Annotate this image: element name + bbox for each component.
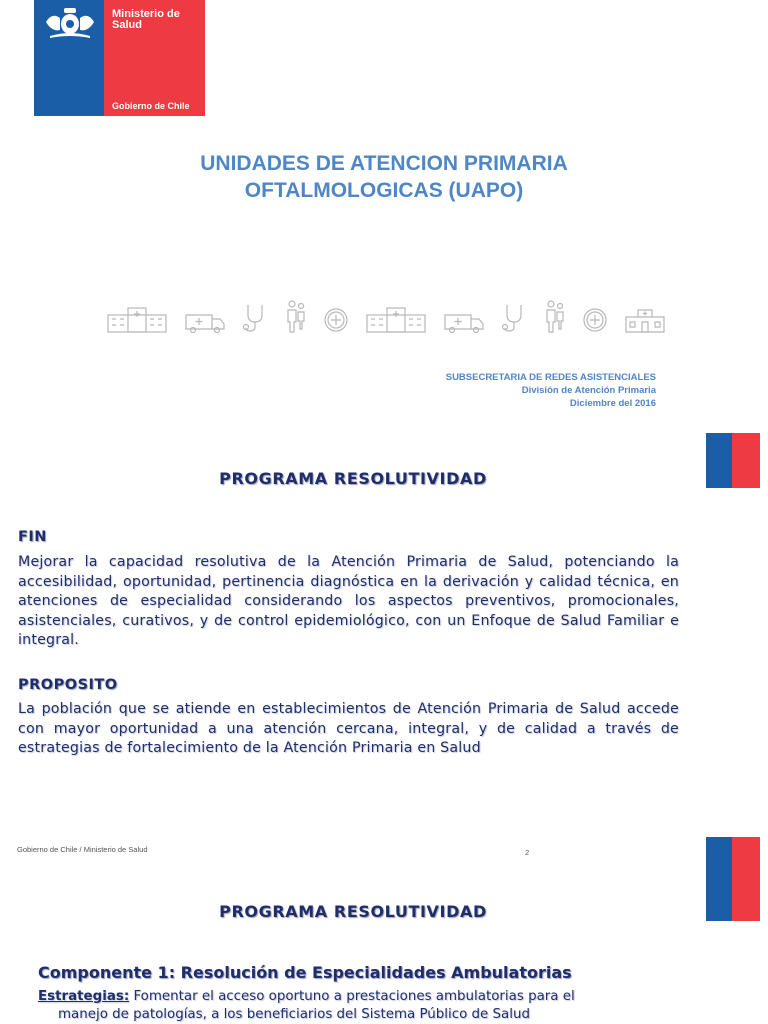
ambulance-icon [184,309,226,333]
medical-cross-icon [582,307,608,333]
chile-flag-mark [706,837,760,921]
strategies-label: Estrategias: [38,989,130,1004]
fin-text: Mejorar la capacidad resolutiva de la Atención Primaria de Salud, potenciando la accesibilidad, oportunidad, pertinencia diagnóstica en la derivación y calidad técnica, en atenciones de especialidad considerando los aspectos preventivos, promocionales, asistenciales, curativos, y de control epidemiológico, con un Enfoque de Salud Familiar e integral. [18,554,679,648]
organization-info [446,371,656,410]
proposito-label: PROPOSITO [18,677,118,693]
strategies-body-line2: manejo de patologías, a los beneficiarios del Sistema Público de Salud [58,1007,530,1022]
section-heading: PROGRAMA RESOLUTIVIDAD [219,902,487,921]
chile-flag-mark [706,433,760,488]
division-text: División de Atención Primaria [521,385,656,396]
subsecretaria-text: SUBSECRETARIA DE REDES ASISTENCIALES [445,372,656,383]
footer-text: Gobierno de Chile / Ministerio de Salud [17,845,148,854]
strategies-body: Fomentar el acceso oportuno a prestaciones ambulatorias para el [133,989,575,1004]
medical-cross-icon [323,307,349,333]
coat-of-arms-icon [42,4,98,40]
clinic-icon [624,307,666,333]
fin-label: FIN [18,529,47,545]
ambulance-icon [443,309,485,333]
strategies-text [38,988,695,1024]
ministerio-logo [34,0,205,116]
proposito-text: La población que se atiende en establecimientos de Atención Primaria de Salud accede con mayor oportunidad a una atención cercana, integral, y de calidad a través de estrategias de fortalecimiento de la Atención Primaria en Salud [18,701,679,756]
page-title: UNIDADES DE ATENCION PRIMARIA OFTALMOLOGICAS (UAPO) [200,152,568,202]
family-icon [544,299,566,333]
family-icon [285,299,307,333]
health-icons-row [106,297,666,333]
logo-government-text: Gobierno de Chile [112,101,190,111]
page-number: 2 [525,848,530,857]
hospital-icon [106,305,168,333]
date-text: Diciembre del 2016 [569,398,656,409]
section-heading: PROGRAMA RESOLUTIVIDAD [219,469,487,488]
logo-red-panel [104,0,205,116]
hospital-icon [365,305,427,333]
stethoscope-icon [501,303,527,333]
logo-blue-panel [34,0,104,116]
stethoscope-icon [242,303,268,333]
logo-ministry-text: Ministerio de Salud [112,8,180,31]
component-title: Componente 1: Resolución de Especialidades Ambulatorias [38,963,572,982]
